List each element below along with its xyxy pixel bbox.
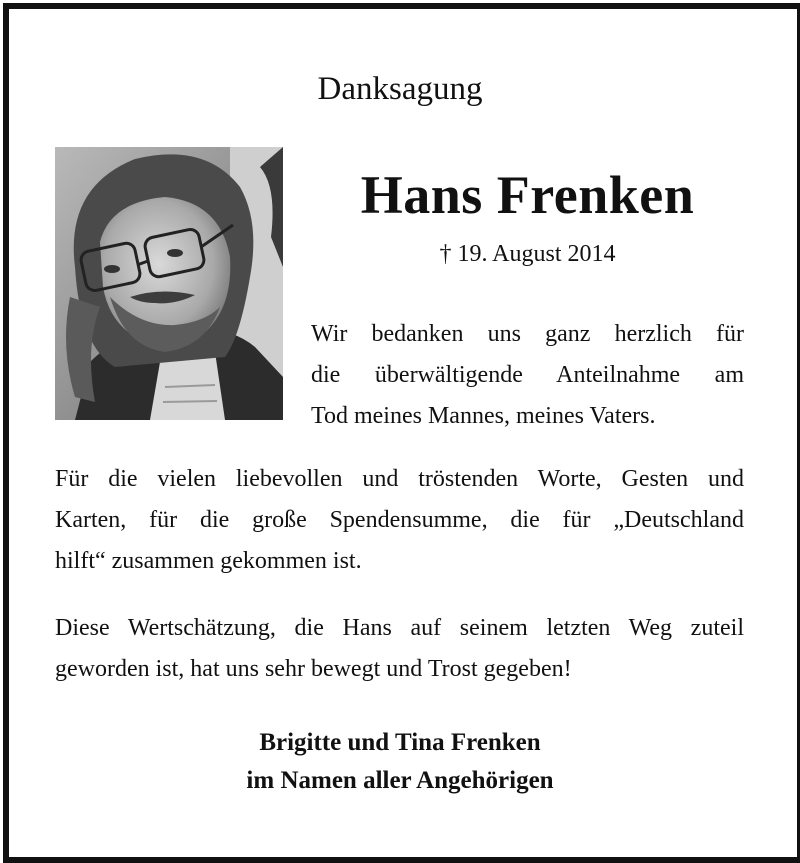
text-line: Diese Wertschätzung, die Hans auf seinem letzten Weg zuteil (55, 615, 744, 641)
portrait-photo (55, 147, 283, 420)
signature-line: Brigitte und Tina Frenken (259, 729, 541, 756)
text-line: Wir bedanken uns ganz herzlich für (311, 321, 744, 347)
deceased-name: Hans Frenken (360, 165, 695, 225)
thanks-paragraph (55, 459, 744, 582)
text-line: Für die vielen liebevollen und tröstenden Worte, Gesten und (55, 466, 744, 492)
text-line: geworden ist, hat uns sehr bewegt und Trost gegeben! (55, 656, 572, 682)
signature-line: im Namen aller Angehörigen (246, 767, 554, 794)
intro-text (311, 314, 744, 437)
text-line: Tod meines Mannes, meines Vaters. (311, 403, 656, 429)
appreciation-paragraph (55, 608, 744, 690)
notice-heading: Danksagung (317, 71, 483, 107)
signature (0, 724, 800, 800)
text-line: die überwältigende Anteilnahme am (311, 362, 744, 388)
portrait-image (55, 147, 283, 420)
death-date: † 19. August 2014 (439, 241, 616, 267)
text-line: hilft“ zusammen gekommen ist. (55, 548, 362, 574)
text-line: Karten, für die große Spendensumme, die für „Deutschland (55, 507, 744, 533)
